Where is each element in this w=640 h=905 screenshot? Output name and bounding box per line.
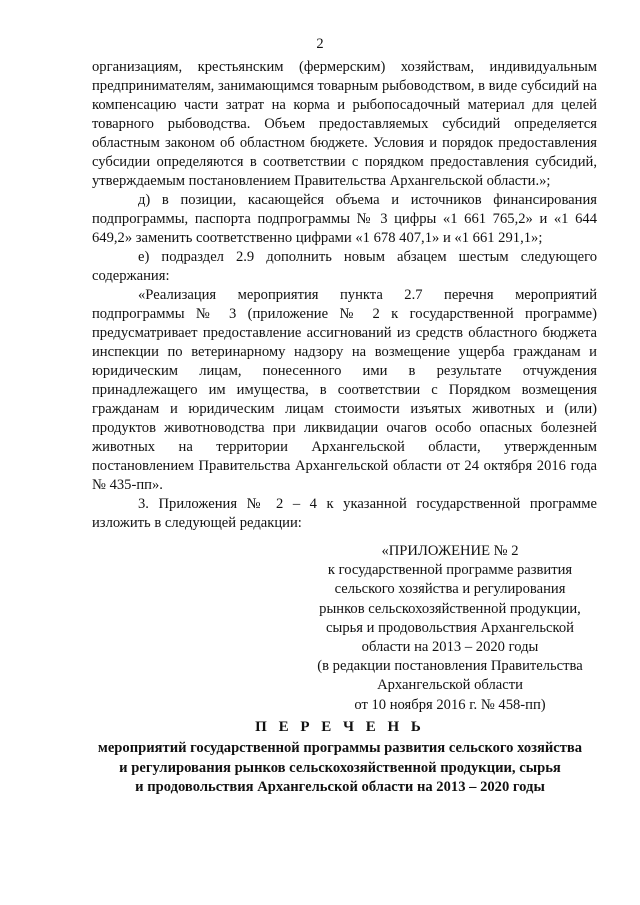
- heading-line: мероприятий государственной программы развития сельского хозяйства: [97, 740, 583, 757]
- appendix-line: сырья и продовольствия Архангельской: [326, 619, 574, 636]
- page-number: 2: [316, 36, 324, 52]
- heading-line: и продовольствия Архангельской области на 2013 – 2020 годы: [135, 779, 545, 796]
- heading-title: П Е Р Е Ч Е Н Ь: [255, 719, 425, 735]
- appendix-line: «ПРИЛОЖЕНИЕ № 2: [381, 543, 519, 559]
- appendix-line: области на 2013 – 2020 годы: [361, 639, 539, 656]
- document-body: [92, 58, 597, 533]
- appendix-header: [300, 542, 600, 715]
- paragraph-item-3: 3. Приложения № 2 – 4 к указанной государственной программе изложить в следующей редакции:: [92, 496, 597, 531]
- list-heading: [60, 718, 620, 798]
- heading-line: и регулирования рынков сельскохозяйственной продукции, сырья: [119, 759, 561, 776]
- paragraph-item-d: д) в позиции, касающейся объема и источников финансирования подпрограммы, паспорта подпрограммы № 3 цифры «1 661 765,2» и «1 644 649,2» заменить соответственно цифрами «1 678 407,1» и «1 661 291,1»;: [92, 192, 597, 246]
- appendix-line: сельского хозяйства и регулирования: [334, 581, 566, 598]
- appendix-line: к государственной программе развития: [327, 562, 573, 579]
- appendix-line: Архангельской области: [377, 677, 523, 694]
- paragraph-item-e: е) подраздел 2.9 дополнить новым абзацем шестым следующего содержания:: [92, 249, 597, 284]
- appendix-line: от 10 ноября 2016 г. № 458-пп): [354, 696, 546, 713]
- paragraph-quote-implementation: «Реализация мероприятия пункта 2.7 перечня мероприятий подпрограммы № 3 (приложение № 2 к государственной программе) предусматривает предоставление ассигнований из средств областного бюджета инспекции по ветеринарному надзору на возмещение ущерба гражданам и юридическим лицам, понесенного ими в результате отчуждения принадлежащего им имущества, в соответствии с Порядком возмещения гражданам и юридическим лицам стоимости изъятых животных и (или) продуктов животноводства при ликвидации очагов особо опасных болезней животных на территории Архангельской области, утвержденным постановлением Правительства Архангельской области от 24 октября 2016 года № 435-пп».: [92, 287, 597, 493]
- appendix-line: рынков сельскохозяйственной продукции,: [319, 600, 581, 617]
- paragraph-subsidies: организациям, крестьянским (фермерским) хозяйствам, индивидуальным предпринимателям, занимающимся товарным рыбоводством, в виде субсидий на компенсацию части затрат на корма и рыбопосадочный материал для целей товарного рыбоводства. Объем предоставляемых субсидий определяется областным законом об областном бюджете. Условия и порядок предоставления субсидии определяются в соответствии с порядком предоставления субсидий, утверждаемым постановлением Правительства Архангельской области.»;: [92, 59, 597, 189]
- appendix-line: (в редакции постановления Правительства: [317, 658, 583, 675]
